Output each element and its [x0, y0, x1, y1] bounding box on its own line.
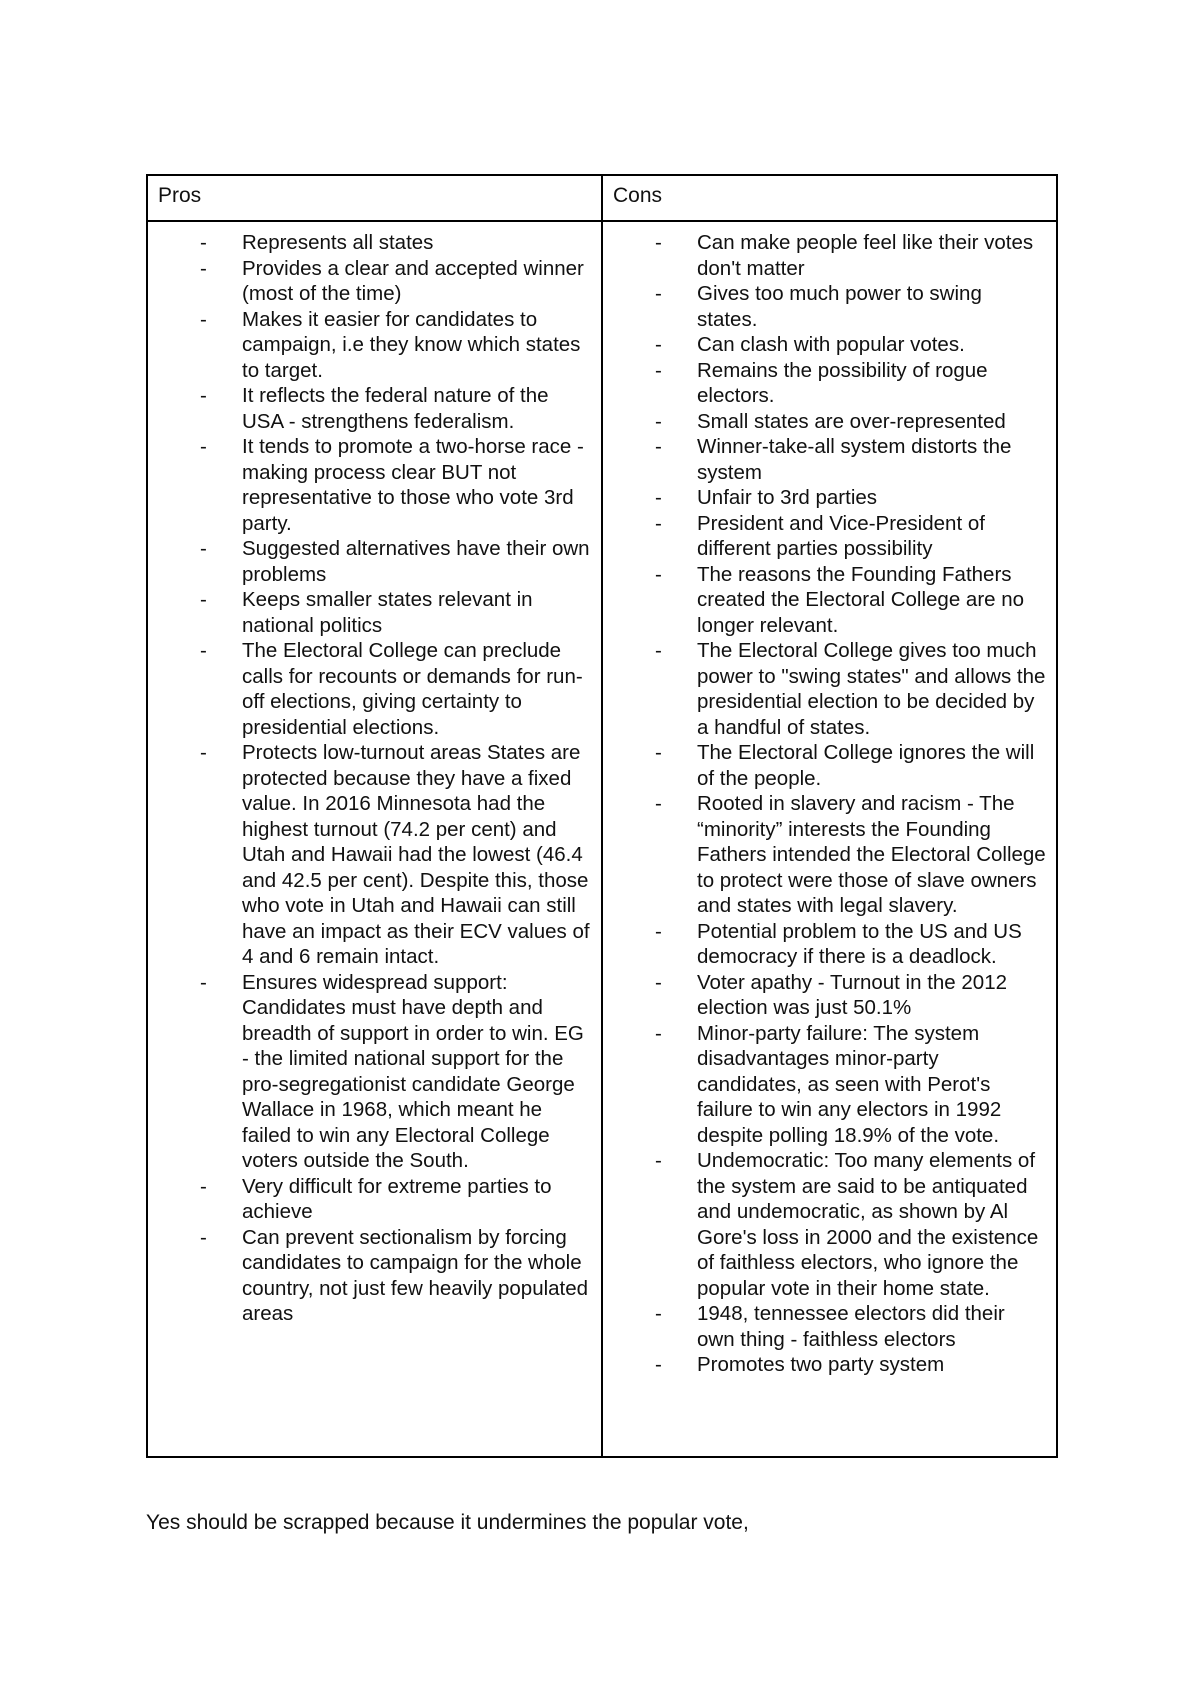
table-body-row: [147, 221, 1057, 1457]
pros-cell: [147, 221, 602, 1457]
pros-list-item: [158, 230, 591, 256]
bullet-dash: -: [655, 792, 662, 815]
bullet-dash: -: [655, 1149, 662, 1172]
bullet-dash: -: [200, 231, 207, 254]
pros-list-item: [158, 383, 591, 434]
cons-list-item-text: Small states are over-represented: [697, 409, 1006, 433]
bullet-dash: -: [655, 741, 662, 764]
pros-list-item: [158, 740, 591, 970]
bullet-dash: -: [655, 1353, 662, 1376]
bullet-dash: -: [200, 1225, 207, 1249]
cons-list-item: [613, 1021, 1046, 1149]
bullet-dash: -: [655, 919, 662, 943]
bullet-dash: -: [200, 741, 207, 764]
cons-list-item: [613, 970, 1046, 1021]
cons-list-item-text: Potential problem to the US and US democracy if there is a deadlock.: [697, 919, 1022, 968]
cons-list-item: [613, 1352, 1046, 1378]
bullet-dash: -: [655, 511, 662, 535]
table-header-row: [147, 175, 1057, 221]
bullet-dash: -: [655, 562, 662, 586]
cons-list-item-text: Can make people feel like their votes don't matter: [697, 231, 1034, 280]
pros-list-item-text: Suggested alternatives have their own problems: [242, 537, 590, 586]
pros-list-item-text: Can prevent sectionalism by forcing candidates to campaign for the whole country, not just few heavily populated areas: [242, 1225, 589, 1325]
cons-list-item: [613, 434, 1046, 485]
bullet-dash: -: [200, 639, 207, 662]
pros-list-item: [158, 638, 591, 740]
pros-list-item: [158, 256, 591, 307]
cons-list-item: [613, 281, 1046, 332]
bullet-dash: -: [200, 588, 207, 611]
cons-list-item: [613, 358, 1046, 409]
cons-list-item-text: The reasons the Founding Fathers created the Electoral College are no longer relevant.: [697, 562, 1025, 637]
cons-list-item: [613, 485, 1046, 511]
cons-list-item: [613, 332, 1046, 358]
cons-header: Cons: [602, 175, 1057, 221]
pros-list-item-text: Makes it easier for candidates to campaign, i.e they know which states to target.: [242, 307, 581, 382]
bullet-dash: -: [655, 409, 662, 433]
pros-cons-table: [146, 174, 1058, 1458]
pros-list-item: [158, 1174, 591, 1225]
bullet-dash: -: [655, 1302, 662, 1325]
pros-list-item-text: Provides a clear and accepted winner (most of the time): [242, 256, 584, 305]
cons-list-item-text: Undemocratic: Too many elements of the system are said to be antiquated and undemocratic, as shown by Al Gore's loss in 2000 and the existence of faithless electors, who ignore the popular vote in their home state.: [697, 1149, 1039, 1300]
bullet-dash: -: [655, 358, 662, 382]
bullet-dash: -: [200, 435, 207, 458]
bullet-dash: -: [655, 231, 662, 254]
bullet-dash: -: [200, 307, 207, 331]
cons-list-item: [613, 511, 1046, 562]
bullet-dash: -: [200, 256, 207, 280]
cons-list-item-text: Rooted in slavery and racism - The “minority” interests the Founding Fathers intended the Electoral College to protect were those of slave owners and states with legal slavery.: [697, 792, 1046, 917]
cons-list-item: [613, 791, 1046, 919]
pros-list-item-text: Ensures widespread support: Candidates must have depth and breadth of support in order to win. EG - the limited national support for the pro-segregationist candidate George Wallace in 1968, which meant he failed to win any Electoral College voters outside the South.: [242, 970, 584, 1172]
pros-list-item-text: It tends to promote a two-horse race -making process clear BUT not representative to those who vote 3rd party.: [242, 435, 584, 535]
pros-header: Pros: [147, 175, 602, 221]
pros-list-item-text: Protects low-turnout areas States are protected because they have a fixed value. In 2016 Minnesota had the highest turnout (74.2 per cent) and Utah and Hawaii had the lowest (46.4 and 42.5 per cent). Despite this, those who vote in Utah and Hawaii can still have an impact as their ECV values of 4 and 6 remain intact.: [242, 741, 590, 968]
pros-list-item: [158, 1225, 591, 1327]
cons-list: [613, 230, 1046, 1378]
bullet-dash: -: [655, 486, 662, 509]
pros-list-item: [158, 434, 591, 536]
bullet-dash: -: [655, 333, 662, 356]
cons-list-item-text: Gives too much power to swing states.: [697, 282, 982, 331]
cons-list-item-text: Remains the possibility of rogue electors.: [697, 358, 988, 407]
cons-list-item-text: Voter apathy - Turnout in the 2012 election was just 50.1%: [697, 970, 1007, 1019]
cons-list-item-text: The Electoral College ignores the will of the people.: [697, 741, 1035, 790]
cons-list-item: [613, 1148, 1046, 1301]
pros-list-item-text: Represents all states: [242, 231, 434, 254]
bullet-dash: -: [655, 639, 662, 662]
cons-list-item: [613, 740, 1046, 791]
bullet-dash: -: [200, 384, 207, 407]
bullet-dash: -: [200, 970, 207, 994]
pros-list-item-text: Very difficult for extreme parties to achieve: [242, 1174, 552, 1223]
cons-list-item: [613, 638, 1046, 740]
pros-list-item: [158, 536, 591, 587]
bullet-dash: -: [200, 1174, 207, 1198]
cons-list-item-text: Unfair to 3rd parties: [697, 486, 878, 509]
cons-list-item-text: Can clash with popular votes.: [697, 333, 965, 356]
bullet-dash: -: [655, 970, 662, 994]
cons-cell: [602, 221, 1057, 1457]
bullet-dash: -: [655, 282, 662, 305]
cons-list-item: [613, 562, 1046, 639]
cons-list-item-text: Winner-take-all system distorts the system: [697, 435, 1012, 484]
conclusion-text: Yes should be scrapped because it undermines the popular vote,: [146, 1511, 749, 1534]
cons-list-item: [613, 230, 1046, 281]
cons-list-item: [613, 919, 1046, 970]
cons-list-item-text: 1948, tennessee electors did their own thing - faithless electors: [697, 1302, 1005, 1351]
cons-list-item-text: President and Vice-President of different parties possibility: [697, 511, 985, 560]
pros-list-item: [158, 587, 591, 638]
cons-list-item-text: The Electoral College gives too much power to "swing states" and allows the presidential election to be decided by a handful of states.: [697, 639, 1046, 739]
bullet-dash: -: [655, 435, 662, 458]
bullet-dash: -: [655, 1021, 662, 1045]
pros-list-item: [158, 307, 591, 384]
cons-list-item-text: Promotes two party system: [697, 1353, 945, 1376]
cons-list-item: [613, 1301, 1046, 1352]
pros-list-item-text: Keeps smaller states relevant in national politics: [242, 588, 533, 637]
bullet-dash: -: [200, 537, 207, 560]
pros-list-item-text: The Electoral College can preclude calls for recounts or demands for run-off elections, giving certainty to presidential elections.: [242, 639, 583, 739]
pros-list-item-text: It reflects the federal nature of the USA - strengthens federalism.: [242, 384, 549, 433]
cons-list-item-text: Minor-party failure: The system disadvantages minor-party candidates, as seen with Perot's failure to win any electors in 1992 despite polling 18.9% of the vote.: [697, 1021, 1002, 1147]
cons-list-item: [613, 409, 1046, 435]
pros-list-item: [158, 970, 591, 1174]
pros-list: [158, 230, 591, 1327]
